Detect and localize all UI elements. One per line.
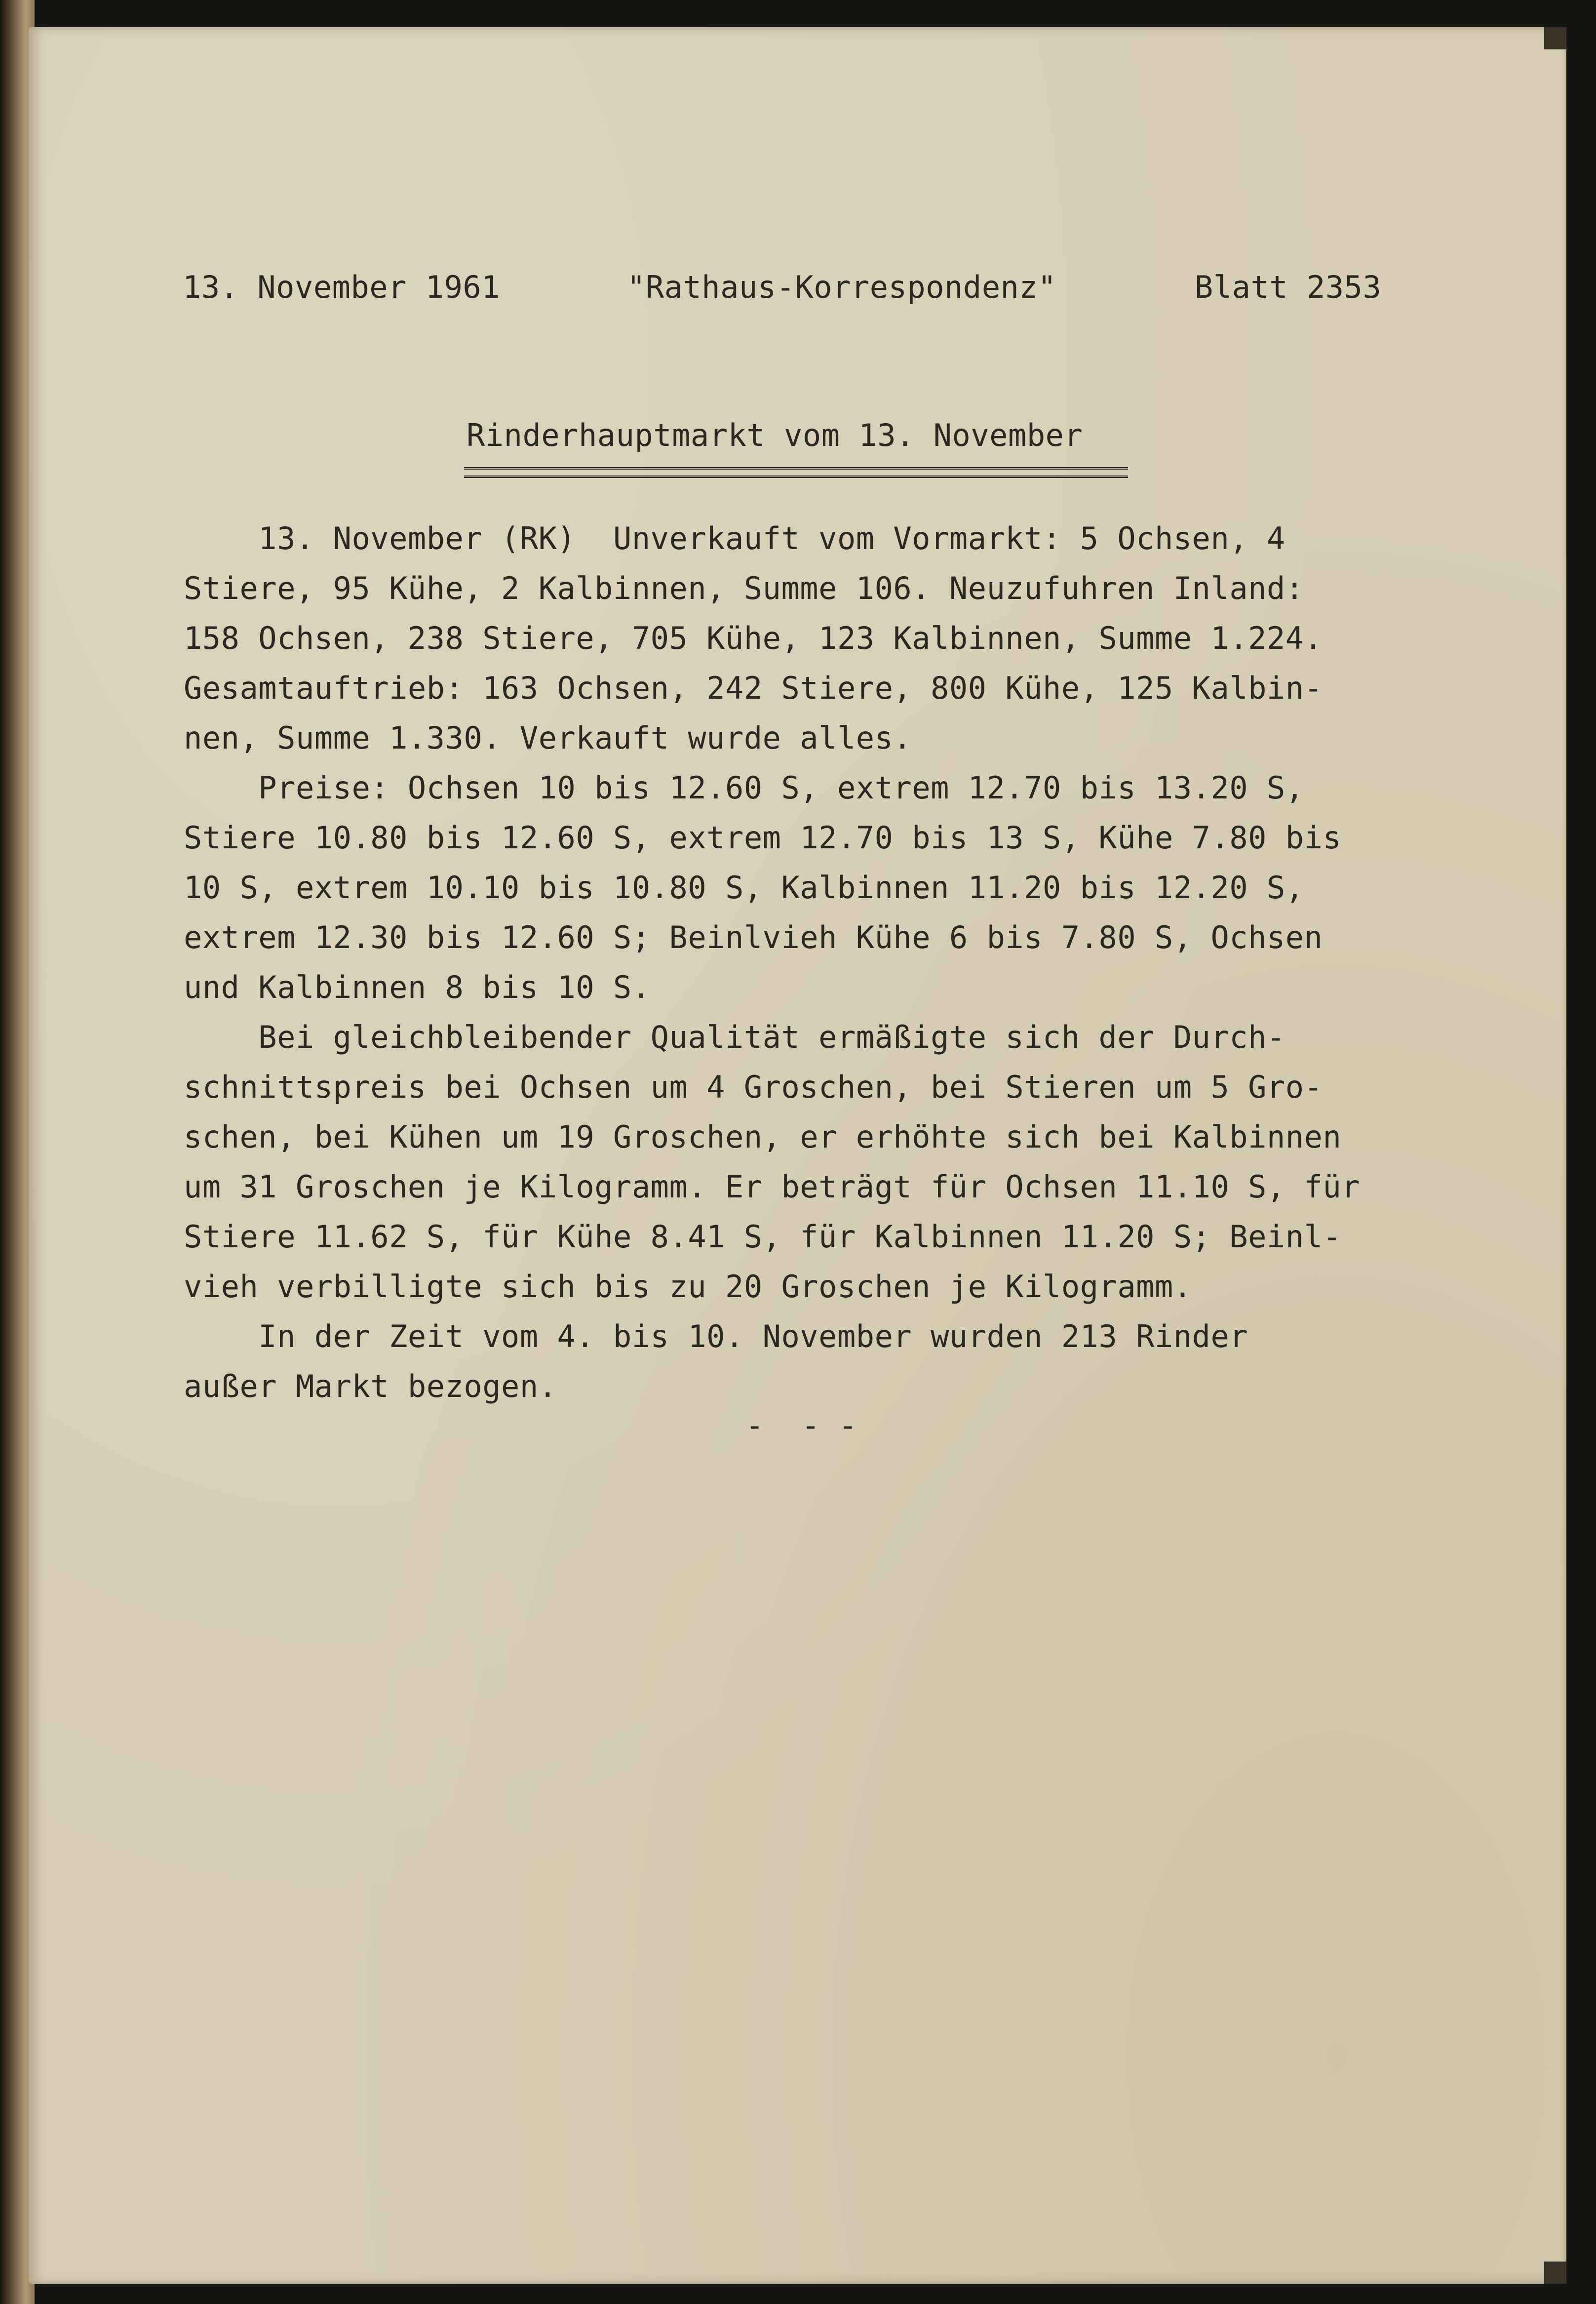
text-line: extrem 12.30 bis 12.60 S; Beinlvieh Kühe 6 bis 7.80 S, Ochsen: [184, 919, 1323, 955]
title-double-underline: [464, 467, 1128, 478]
text-line: Stiere 10.80 bis 12.60 S, extrem 12.70 bis 13 S, Kühe 7.80 bis: [184, 820, 1342, 856]
header-date: 13. November 1961: [183, 269, 501, 305]
paragraph-prices: [184, 763, 1457, 1012]
text-line: 10 S, extrem 10.10 bis 10.80 S, Kalbinnen 11.20 bis 12.20 S,: [184, 870, 1304, 906]
text-line: und Kalbinnen 8 bis 10 S.: [184, 969, 651, 1005]
text-line: vieh verbilligte sich bis zu 20 Groschen je Kilogramm.: [184, 1269, 1192, 1305]
text-line: 158 Ochsen, 238 Stiere, 705 Kühe, 123 Kalbinnen, Summe 1.224.: [184, 620, 1323, 656]
paragraph-off-market: [184, 1311, 1457, 1411]
page-corner-top-right: [1544, 27, 1566, 49]
page-corner-bottom-right: [1544, 2262, 1566, 2284]
page-header: [183, 269, 1392, 309]
text-line: außer Markt bezogen.: [184, 1368, 557, 1404]
text-line: Gesamtauftrieb: 163 Ochsen, 242 Stiere, 800 Kühe, 125 Kalbin-: [184, 670, 1323, 706]
header-sheet-number: Blatt 2353: [1195, 269, 1382, 305]
text-line: schnittspreis bei Ochsen um 4 Groschen, bei Stieren um 5 Gro-: [184, 1069, 1323, 1105]
text-line: Bei gleichbleibender Qualität ermäßigte sich der Durch-: [184, 1019, 1285, 1055]
text-line: nen, Summe 1.330. Verkauft wurde alles.: [184, 720, 912, 756]
text-line: Stiere 11.62 S, für Kühe 8.41 S, für Kalbinnen 11.20 S; Beinl-: [184, 1219, 1342, 1255]
text-line: 13. November (RK) Unverkauft vom Vormarkt: 5 Ochsen, 4: [184, 520, 1285, 556]
text-line: schen, bei Kühen um 19 Groschen, er erhöhte sich bei Kalbinnen: [184, 1119, 1342, 1155]
text-line: Stiere, 95 Kühe, 2 Kalbinnen, Summe 106. Neuzufuhren Inland:: [184, 570, 1304, 606]
text-line: In der Zeit vom 4. bis 10. November wurden 213 Rinder: [184, 1318, 1248, 1354]
text-line: um 31 Groschen je Kilogramm. Er beträgt für Ochsen 11.10 S, für: [184, 1169, 1361, 1205]
header-publication: "Rathaus-Korrespondenz": [627, 269, 1057, 305]
article-body: [184, 514, 1457, 1411]
text-line: Preise: Ochsen 10 bis 12.60 S, extrem 12.70 bis 13.20 S,: [184, 770, 1304, 806]
closing-dashes: - - -: [745, 1407, 857, 1443]
paragraph-market-supply: [184, 514, 1457, 763]
article-title: Rinderhauptmarkt vom 13. November: [467, 417, 1083, 453]
paragraph-average-price: [184, 1012, 1457, 1311]
